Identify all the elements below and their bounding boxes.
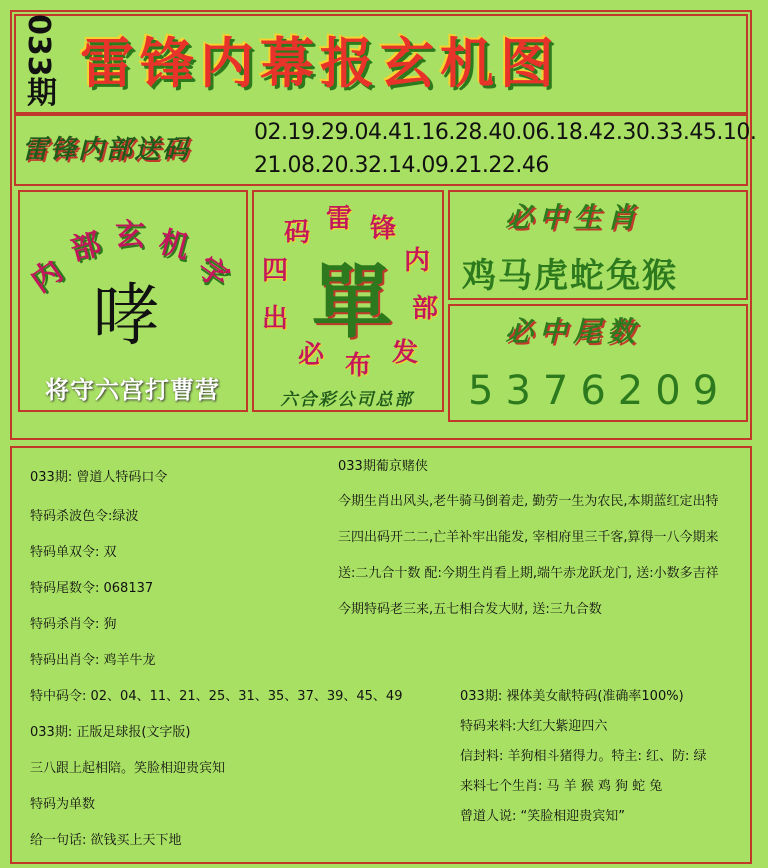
text-line: 033期: 正版足球报(文字版) — [30, 725, 191, 740]
text-line: 今期生肖出风头,老牛骑马倒着走, 勤劳一生为农民,本期蓝红定出特 — [338, 494, 719, 509]
issue-number: 033期 — [21, 13, 56, 107]
zodiac-list: 鸡马虎蛇兔猴 — [462, 256, 678, 296]
text-line: 给一句话: 欲钱买上天下地 — [30, 833, 182, 848]
ring-char: 布 — [345, 351, 372, 381]
text-line: 三四出码开二二,亡羊补牢出能发, 宰相府里三千客,算得一八今期来 — [338, 530, 719, 545]
text-line: 三八跟上起相陪。笑脸相迎贵宾知 — [30, 761, 226, 776]
text-line: 033期: 曾道人特码口令 — [30, 470, 168, 485]
secret-character: 哮 — [92, 277, 161, 356]
arc-char: 部 — [66, 226, 105, 269]
zodiac-title: 必中生肖 — [505, 201, 642, 234]
motto-text: 将守六宫打曹营 — [45, 375, 220, 404]
code-line-2: 21.08.20.32.14.09.21.22.46 — [254, 153, 549, 178]
text-line: 特码杀波色令:绿波 — [30, 509, 139, 524]
tail-title: 必中尾数 — [505, 315, 642, 348]
company-text: 六合彩公司总部 — [280, 390, 414, 410]
ring-char: 部 — [412, 294, 439, 324]
arc-char: 机 — [155, 224, 194, 267]
center-character: 單 — [312, 255, 392, 349]
arc-char: 玄 — [115, 218, 145, 253]
text-line: 033期: 裸体美女献特码(准确率100%) — [460, 689, 684, 704]
text-line: 特码出肖令: 鸡羊牛龙 — [30, 653, 156, 668]
ring-char: 出 — [262, 304, 289, 334]
ring-char: 必 — [298, 340, 325, 370]
ring-char: 发 — [392, 338, 419, 368]
text-line: 特中码令: 02、04、11、21、25、31、35、37、39、45、49 — [30, 689, 403, 704]
text-line: 送:二九合十数 配:今期生肖看上期,端午赤龙跃龙门, 送:小数多吉祥 — [338, 566, 719, 581]
text-line: 特码杀肖令: 狗 — [30, 617, 117, 632]
tail-numbers: 5376209 — [468, 368, 731, 414]
arc-char: 字 — [190, 249, 236, 296]
ring-char: 四 — [262, 256, 289, 286]
ring-char: 内 — [404, 246, 431, 276]
ring-char: 雷 — [326, 204, 353, 234]
text-line: 特码尾数令: 068137 — [30, 581, 154, 596]
text-line: 特码来料:大红大紫迎四六 — [460, 719, 608, 734]
ring-char: 码 — [284, 218, 311, 248]
arc-char: 内 — [24, 253, 70, 300]
text-line: 今期特码老三来,五七相合发大财, 送:三九合数 — [338, 602, 602, 617]
page-title: 雷锋内幕报玄机图 — [80, 31, 560, 95]
text-line: 曾道人说: “笑脸相迎贵宾知” — [460, 809, 625, 824]
text-line: 信封料: 羊狗相斗猪得力。特主: 红、防: 绿 — [460, 749, 707, 764]
code-line-1: 02.19.29.04.41.16.28.40.06.18.42.30.33.45.10. — [254, 120, 757, 145]
text-line: 033期葡京赌侠 — [338, 459, 428, 474]
ring-char: 锋 — [370, 214, 397, 244]
text-line: 特码为单数 — [30, 797, 96, 812]
code-label: 雷锋内部送码 — [22, 135, 191, 165]
text-line: 来料七个生肖: 马 羊 猴 鸡 狗 蛇 兔 — [460, 779, 663, 794]
text-line: 特码单双令: 双 — [30, 545, 117, 560]
